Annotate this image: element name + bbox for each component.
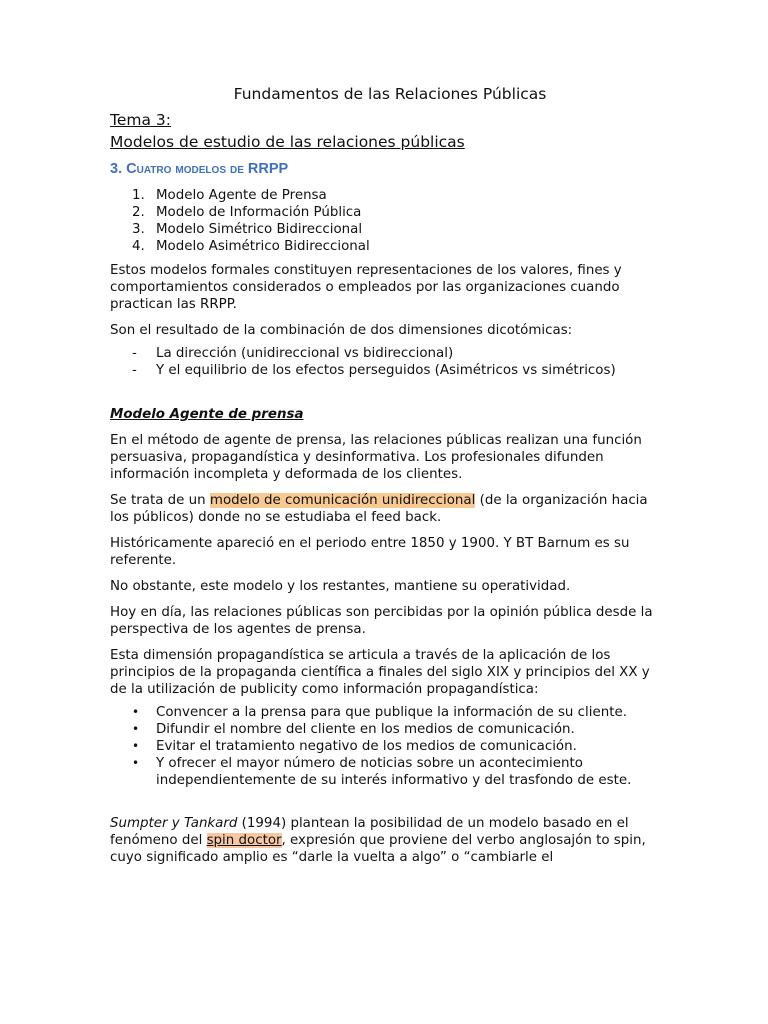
- highlight-spin-doctor: spin doctor: [206, 833, 282, 848]
- paragraph-sumpter: Sumpter y Tankard (1994) plantean la posibilidad de un modelo basado en el fenómeno del spin doctor, expresión que proviene del verbo anglosajón to spin, cuyo significado amplio es “darle la vuelta a algo” o “cambiarle el: [110, 816, 646, 865]
- list-item: • Difundir el nombre del cliente en los medios de comunicación.: [132, 722, 575, 737]
- dimensions-list: [110, 345, 670, 379]
- list-item: • Y ofrecer el mayor número de noticias sobre un acontecimiento independientemente de su interés informativo y del trasfondo de este.: [132, 756, 632, 788]
- list-item: • Evitar el tratamiento negativo de los medios de comunicación.: [132, 739, 577, 754]
- list-item: 2. Modelo de Información Pública: [132, 205, 362, 220]
- paragraph-no-obstante: No obstante, este modelo y los restantes, mantiene su operatividad.: [110, 579, 571, 594]
- bullets-list: [110, 704, 670, 789]
- list-item: - Y el equilibrio de los efectos perseguidos (Asimétricos vs simétricos): [132, 363, 616, 378]
- list-item: • Convencer a la prensa para que publique la información de su cliente.: [132, 705, 627, 720]
- highlight-unidireccional: modelo de comunicación unidireccional: [209, 493, 476, 508]
- tema-subtitle: Modelos de estudio de las relaciones públicas: [110, 133, 465, 151]
- paragraph-metodo: En el método de agente de prensa, las relaciones públicas realizan una función persuasiva, propagandística y desinformativa. Los profesionales difunden información incompleta y deformada de los clientes.: [110, 433, 642, 482]
- paragraph-trata: Se trata de un modelo de comunicación unidireccional (de la organización hacia los públicos) donde no se estudiaba el feed back.: [110, 493, 648, 525]
- models-list: [110, 187, 670, 255]
- paragraph-hoy: Hoy en día, las relaciones públicas son percibidas por la opinión pública desde la perspectiva de los agentes de prensa.: [110, 605, 653, 637]
- section-heading: 3. Cuatro modelos de RRPP: [110, 161, 289, 177]
- paragraph-resultado: Son el resultado de la combinación de dos dimensiones dicotómicas:: [110, 323, 573, 338]
- paragraph-dimension: Esta dimensión propagandística se articula a través de la aplicación de los principios de la propaganda científica a finales del siglo XIX y principios del XX y de la utilización de publicity como información propagandística:: [110, 648, 650, 697]
- paragraph-historico: Históricamente apareció en el periodo entre 1850 y 1900. Y BT Barnum es su referente.: [110, 536, 630, 568]
- list-item: 4. Modelo Asimétrico Bidireccional: [132, 239, 370, 254]
- document-title: Fundamentos de las Relaciones Públicas: [233, 85, 547, 103]
- document-body: [110, 84, 670, 875]
- list-item: 3. Modelo Simétrico Bidireccional: [132, 222, 363, 237]
- tema-label: Tema 3:: [110, 111, 171, 129]
- subheading-agente-prensa: Modelo Agente de prensa: [110, 407, 304, 422]
- list-item: - La dirección (unidireccional vs bidireccional): [132, 346, 454, 361]
- list-item: 1. Modelo Agente de Prensa: [132, 188, 327, 203]
- paragraph-modelos: Estos modelos formales constituyen representaciones de los valores, fines y comportamientos considerados o empleados por las organizaciones cuando practican las RRPP.: [110, 263, 622, 312]
